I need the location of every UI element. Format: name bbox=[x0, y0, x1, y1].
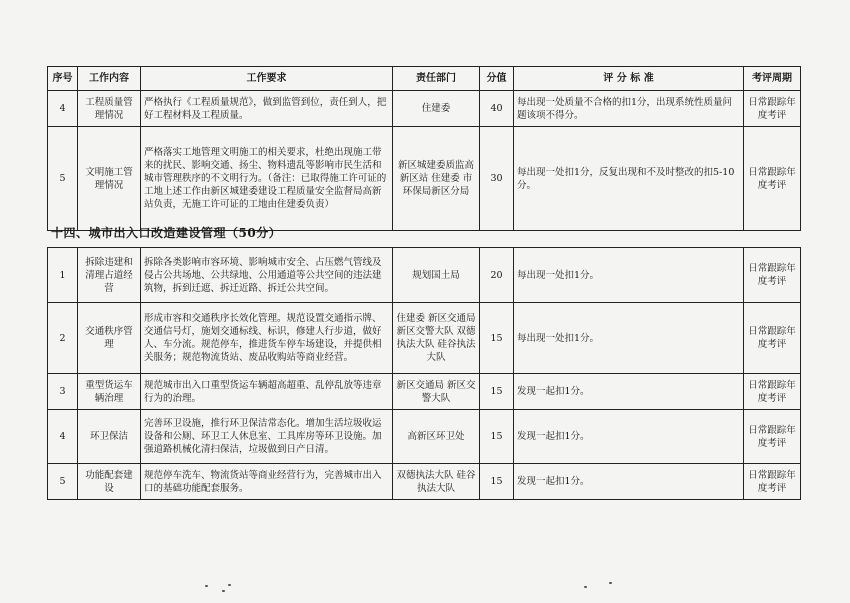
cell-score: 30 bbox=[480, 127, 514, 231]
scan-speck bbox=[222, 590, 225, 592]
cell-requirement: 形成市容和交通秩序长效化管理。规范设置交通指示牌、交通信号灯，施划交通标线、标识，修建人行步道，做好人、车分流。规范停车，推进货车停车场建设，并提供相关服务；规范物流货站、废品收购站等商业经营。 bbox=[141, 303, 393, 374]
cell-content: 交通秩序管理 bbox=[78, 303, 141, 374]
cell-content: 功能配套建设 bbox=[78, 464, 141, 500]
cell-requirement: 规范停车洗车、物流货站等商业经营行为，完善城市出入口的基础功能配套服务。 bbox=[141, 464, 393, 500]
cell-score: 15 bbox=[480, 410, 514, 464]
cell-score: 40 bbox=[480, 91, 514, 127]
cell-criteria: 发现一起扣1分。 bbox=[514, 464, 744, 500]
cell-requirement: 完善环卫设施，推行环卫保洁常态化。增加生活垃圾收运设备和公厕、环卫工人休息室、工具库房等环卫设施。加强道路机械化清扫保洁，垃圾做到日产日清。 bbox=[141, 410, 393, 464]
cell-dept: 住建委 新区交通局 新区交警大队 双德执法大队 硅谷执法大队 bbox=[393, 303, 480, 374]
header-criteria: 评 分 标 准 bbox=[514, 67, 744, 91]
cell-cycle: 日常跟踪年度考评 bbox=[744, 410, 801, 464]
cell-criteria: 发现一起扣1分。 bbox=[514, 410, 744, 464]
cell-criteria: 发现一起扣1分。 bbox=[514, 374, 744, 410]
cell-criteria: 每出现一处质量不合格的扣1分，出现系统性质量问题该项不得分。 bbox=[514, 91, 744, 127]
assessment-table-part1 bbox=[47, 66, 801, 231]
scan-speck bbox=[584, 586, 587, 588]
cell-cycle: 日常跟踪年度考评 bbox=[744, 248, 801, 303]
section-title: 十四、城市出入口改造建设管理（50分） bbox=[51, 226, 282, 240]
cell-dept: 新区交通局 新区交警大队 bbox=[393, 374, 480, 410]
cell-score: 15 bbox=[480, 374, 514, 410]
cell-no: 1 bbox=[48, 248, 78, 303]
header-content: 工作内容 bbox=[78, 67, 141, 91]
table-row bbox=[48, 464, 801, 500]
cell-content: 重型货运车辆治理 bbox=[78, 374, 141, 410]
cell-criteria: 每出现一处扣1分。 bbox=[514, 303, 744, 374]
cell-cycle: 日常跟踪年度考评 bbox=[744, 374, 801, 410]
cell-dept: 住建委 bbox=[393, 91, 480, 127]
table-row bbox=[48, 91, 801, 127]
assessment-table-part2 bbox=[47, 247, 801, 500]
header-dept: 责任部门 bbox=[393, 67, 480, 91]
scan-speck bbox=[228, 584, 231, 586]
header-no: 序号 bbox=[48, 67, 78, 91]
cell-cycle: 日常跟踪年度考评 bbox=[744, 464, 801, 500]
cell-content: 工程质量管理情况 bbox=[78, 91, 141, 127]
cell-requirement: 严格落实工地管理文明施工的相关要求，杜绝出现施工带来的扰民、影响交通、扬尘、物料遗乱等影响市民生活和城市管理秩序的不文明行为。（备注：已取得施工许可证的工地上述工作由新区城建委建设工程质量安全监督局高新站负责，无施工许可证的工地由住建委负责） bbox=[141, 127, 393, 231]
cell-requirement: 拆除各类影响市容环境、影响城市安全、占压燃气管线及侵占公共场地、公共绿地、公用通道等公共空间的违法建筑物，拆到迁遮、拆迁近路、拆迁公共空间。 bbox=[141, 248, 393, 303]
cell-score: 20 bbox=[480, 248, 514, 303]
cell-no: 5 bbox=[48, 127, 78, 231]
cell-content: 拆除违建和清理占道经营 bbox=[78, 248, 141, 303]
cell-content: 环卫保洁 bbox=[78, 410, 141, 464]
cell-cycle: 日常跟踪年度考评 bbox=[744, 127, 801, 231]
table-row bbox=[48, 127, 801, 231]
cell-no: 4 bbox=[48, 410, 78, 464]
cell-cycle: 日常跟踪年度考评 bbox=[744, 303, 801, 374]
cell-content: 文明施工管理情况 bbox=[78, 127, 141, 231]
header-score: 分值 bbox=[480, 67, 514, 91]
table-row bbox=[48, 374, 801, 410]
header-requirement: 工作要求 bbox=[141, 67, 393, 91]
cell-criteria: 每出现一处扣1分，反复出现和不及时整改的扣5-10分。 bbox=[514, 127, 744, 231]
cell-no: 4 bbox=[48, 91, 78, 127]
cell-no: 5 bbox=[48, 464, 78, 500]
table-header-row bbox=[48, 67, 801, 91]
cell-criteria: 每出现一处扣1分。 bbox=[514, 248, 744, 303]
cell-score: 15 bbox=[480, 464, 514, 500]
table-row bbox=[48, 410, 801, 464]
scan-speck bbox=[205, 585, 208, 587]
cell-requirement: 严格执行《工程质量规范》，做到监管到位，责任到人，把好工程材料及工程质量。 bbox=[141, 91, 393, 127]
scan-speck bbox=[609, 582, 612, 584]
cell-no: 3 bbox=[48, 374, 78, 410]
table-row bbox=[48, 303, 801, 374]
cell-no: 2 bbox=[48, 303, 78, 374]
cell-cycle: 日常跟踪年度考评 bbox=[744, 91, 801, 127]
cell-score: 15 bbox=[480, 303, 514, 374]
table-row bbox=[48, 248, 801, 303]
cell-requirement: 规范城市出入口重型货运车辆超高超重、乱停乱放等违章行为的治理。 bbox=[141, 374, 393, 410]
cell-dept: 规划国土局 bbox=[393, 248, 480, 303]
cell-dept: 高新区环卫处 bbox=[393, 410, 480, 464]
cell-dept: 新区城建委质监高新区站 住建委 市环保局新区分局 bbox=[393, 127, 480, 231]
header-cycle: 考评周期 bbox=[744, 67, 801, 91]
cell-dept: 双德执法大队 硅谷执法大队 bbox=[393, 464, 480, 500]
